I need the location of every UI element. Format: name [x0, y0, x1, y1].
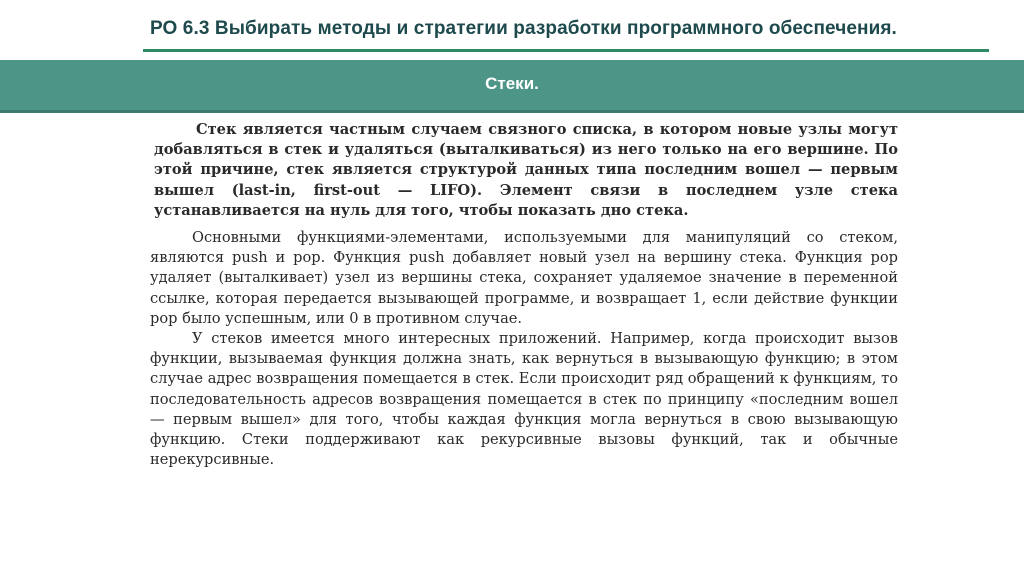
section-band-edge: [0, 110, 1024, 113]
slide-title: РО 6.3 Выбирать методы и стратегии разработки программного обеспечения.: [150, 18, 897, 39]
paragraph-push-pop: [150, 228, 898, 329]
title-underline: [143, 49, 989, 52]
paragraph-applications: [150, 329, 898, 470]
section-title: Стеки.: [485, 74, 539, 93]
paragraph-1-text: Стек является частным случаем связного списка, в котором новые узлы могут добавляться в стек и удаляться (выталкиваться) из него только на его вершине. По этой причине, стек является структурой данных типа последним вошел — первым вышел (last-in, first-out — LIFO). Элемент связи в последнем узле стека устанавливается на нуль для того, чтобы показать дно стека.: [154, 121, 898, 219]
scanned-text-block: [150, 118, 898, 470]
paragraph-2-text: Основными функциями-элементами, используемыми для манипуляций со стеком, являются push и pop. Функция push добавляет новый узел на вершину стека. Функция pop удаляет (выталкивает) узел из вершины стека, сохраняет удаляемое значение в переменной ссылке, которая передается вызывающей программе, и возвращает 1, если действие функции pop было успешным, или 0 в противном случае.: [150, 229, 898, 327]
paragraph-3-text: У стеков имеется много интересных приложений. Например, когда происходит вызов функции, вызываемая функция должна знать, как вернуться в вызывающую функцию; в этом случае адрес возвращения помещается в стек. Если происходит ряд обращений к функциям, то последовательность адресов возвращения помещается в стек по принципу «последним вошел — первым вышел» для того, чтобы каждая функция могла вернуться в свою вызывающую функцию. Стеки поддерживают как рекурсивные вызовы функций, так и обычные нерекурсивные.: [150, 330, 898, 469]
paragraph-stack-definition: [150, 120, 898, 221]
